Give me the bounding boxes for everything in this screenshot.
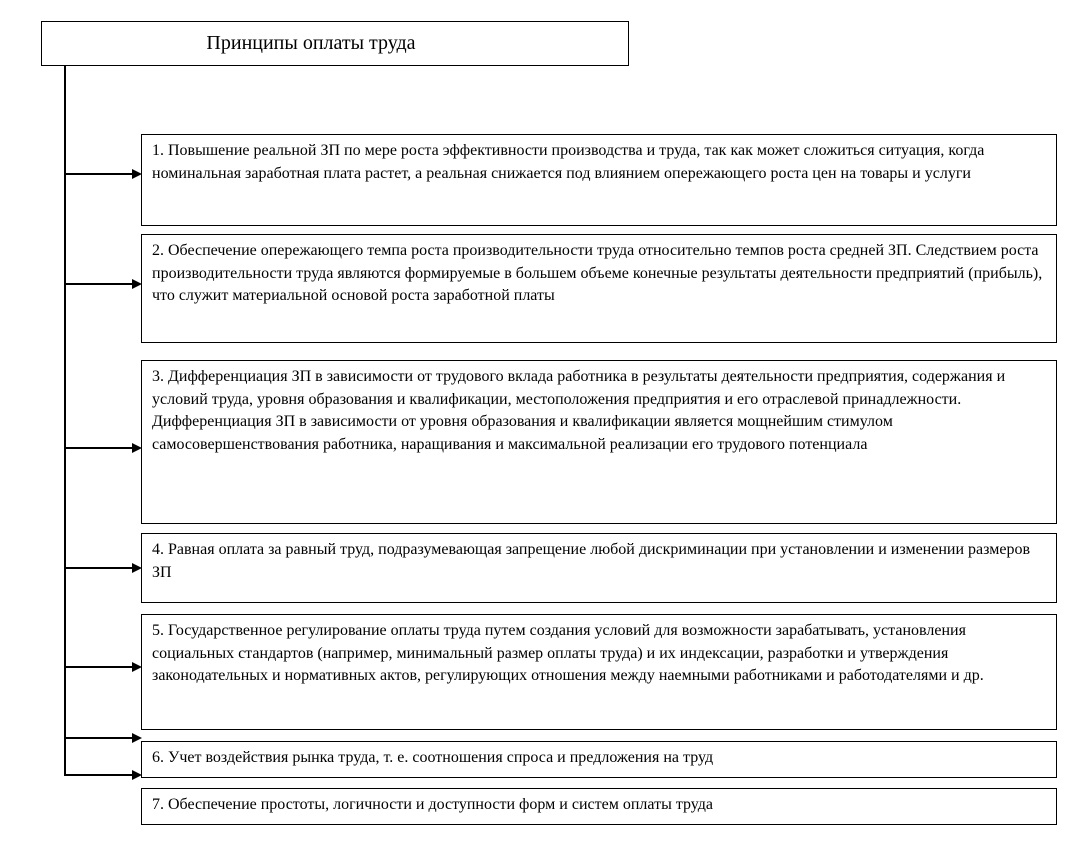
- connector-arrow-7: [64, 774, 134, 776]
- principle-text-3: 3. Дифференциация ЗП в зависимости от трудового вклада работника в результаты деятельности предприятия, содержания и условий труда, уровня образования и квалификации, местоположения предприятия и его отраслевой принадлежности. Дифференциация ЗП в зависимости от уровня образования и квалификации является мощнейшим стимулом самосовершенствования работника, наращивания и максимальной реализации его трудового потенциала: [152, 368, 1006, 453]
- principle-box-5: [141, 614, 1057, 730]
- principle-text-5: 5. Государственное регулирование оплаты труда путем создания условий для возможности зарабатывать, установления социальных стандартов (например, минимальный размер оплаты труда) и их индексации, разработки и утверждения законодательных и нормативных актов, регулирующих отношения между наемными работниками и работодателями и др.: [152, 622, 984, 684]
- connector-arrow-5: [64, 666, 134, 668]
- connector-arrow-2: [64, 283, 134, 285]
- principle-box-4: [141, 533, 1057, 603]
- principle-text-6: 6. Учет воздействия рынка труда, т. е. соотношения спроса и предложения на труд: [152, 749, 714, 766]
- diagram-title-box: [41, 21, 629, 66]
- connector-arrow-6: [64, 737, 134, 739]
- connector-arrow-4: [64, 567, 134, 569]
- principle-box-6: [141, 741, 1057, 778]
- connector-arrow-3: [64, 447, 134, 449]
- principle-box-7: [141, 788, 1057, 825]
- principle-text-4: 4. Равная оплата за равный труд, подразумевающая запрещение любой дискриминации при установлении и изменении размеров ЗП: [152, 541, 1030, 581]
- principle-text-1: 1. Повышение реальной ЗП по мере роста эффективности производства и труда, так как может сложиться ситуация, когда номинальная заработная плата растет, а реальная снижается под влиянием опережающего роста цен на товары и услуги: [152, 142, 985, 182]
- diagram-title: Принципы оплаты труда: [206, 32, 416, 54]
- principle-text-2: 2. Обеспечение опережающего темпа роста производительности труда относительно темпов роста средней ЗП. Следствием роста производительности труда являются формируемые в большем объеме конечные результаты деятельности предприятий (прибыль), что служит материальной основой роста заработной платы: [152, 242, 1043, 304]
- connector-arrow-1: [64, 173, 134, 175]
- principle-box-3: [141, 360, 1057, 524]
- principle-text-7: 7. Обеспечение простоты, логичности и доступности форм и систем оплаты труда: [152, 796, 714, 813]
- principle-box-2: [141, 234, 1057, 343]
- principle-box-1: [141, 134, 1057, 226]
